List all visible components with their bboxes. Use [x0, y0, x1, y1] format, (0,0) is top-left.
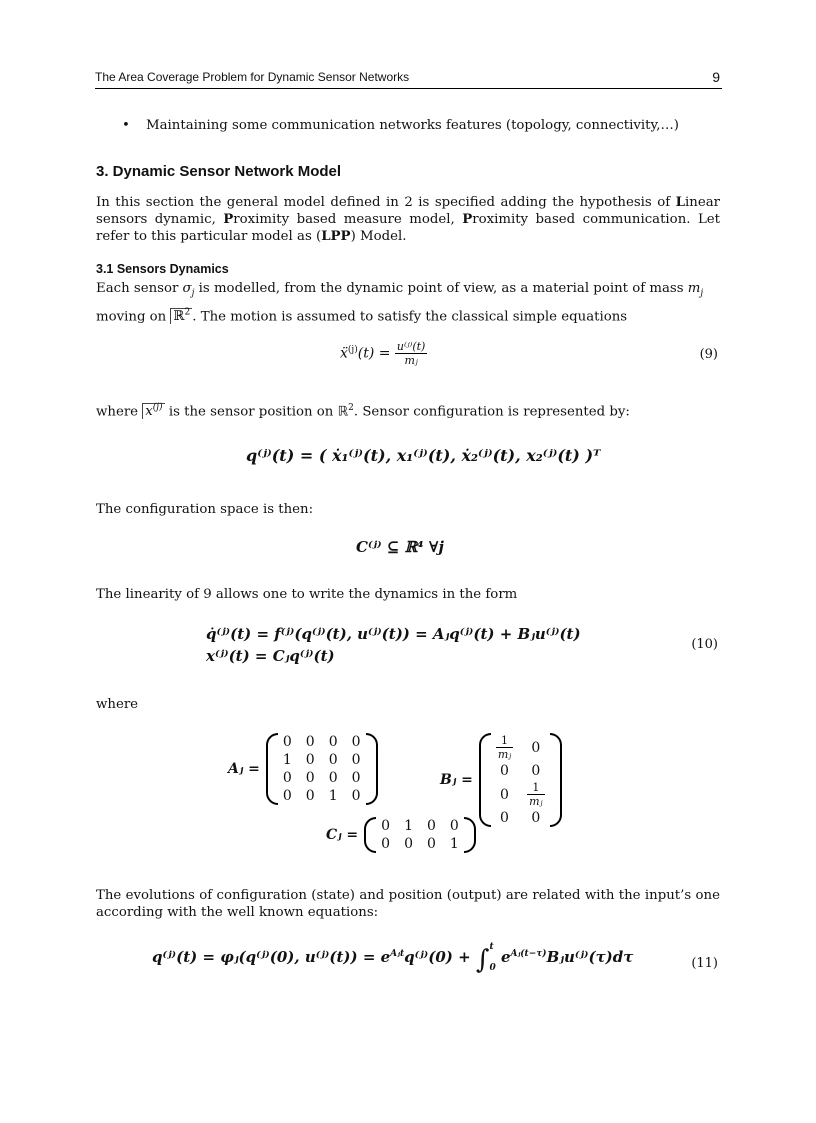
running-header	[95, 68, 722, 89]
matrix-b-cell: 0	[500, 786, 509, 803]
dyn-text-a: Each sensor	[96, 281, 183, 296]
matrix-a-cell: 0	[282, 788, 292, 804]
matrix-a-cell: 0	[351, 788, 361, 804]
subsection-title: 3.1 Sensors Dynamics	[96, 262, 229, 276]
dynamics-paragraph	[96, 279, 720, 326]
matrix-c-cell: 0	[426, 836, 436, 852]
mass-symbol: $m_j$	[687, 281, 704, 299]
matrix-c-cell: 0	[426, 818, 436, 834]
matrix-c-row	[374, 835, 466, 853]
intro-bold-lpp: LPP	[321, 229, 351, 244]
matrix-c-cell: 0	[449, 818, 459, 834]
equation-10-line-2: x⁽ʲ⁾(t) = Cⱼq⁽ʲ⁾(t)	[206, 647, 335, 665]
matrix-b	[479, 733, 562, 827]
equation-11: q⁽ʲ⁾(t) = φⱼ(q⁽ʲ⁾(0), u⁽ʲ⁾(t)) = $e^{Aⱼt}q^(ʲ^)(0)$ + ∫ t 0 $e^{Aⱼ(t-\tau)}Bⱼu^(ʲ^)(\tau)d\tau$	[152, 942, 634, 975]
matrix-b-cell: 0	[500, 763, 509, 779]
matrix-b-row	[489, 762, 552, 780]
matrix-a-cell: 0	[305, 770, 315, 786]
where-text-2: where	[96, 697, 139, 712]
matrix-a-cell: 0	[328, 770, 338, 786]
matrix-a-label: Aⱼ =	[228, 761, 260, 777]
matrix-c-cell: 0	[381, 836, 391, 852]
equation-10	[206, 623, 581, 667]
equation-10-label: (10)	[691, 637, 718, 652]
configuration-equation: q⁽ʲ⁾(t) = ( ẋ₁⁽ʲ⁾(t), x₁⁽ʲ⁾(t), ẋ₂⁽ʲ⁾(t), x₂⁽ʲ⁾(t) )ᵀ	[246, 446, 601, 465]
matrix-a-row	[276, 733, 368, 751]
where-paragraph-1: where $x^{(j)}$ is the sensor position on ℝ$^2$. Sensor configuration is represented by:	[96, 403, 630, 420]
intro-paragraph	[96, 194, 720, 245]
intro-text-3: roximity based measure model,	[233, 212, 463, 227]
section-title: 3. Dynamic Sensor Network Model	[96, 163, 342, 180]
matrix-c-cell: 0	[404, 836, 413, 852]
matrix-b-cell: 0	[500, 810, 509, 826]
matrix-b-cell: 0	[531, 763, 541, 779]
matrix-c-block	[326, 817, 476, 853]
intro-bold-p2: P	[462, 212, 473, 227]
matrix-b-cell: 0	[531, 810, 541, 826]
matrix-b-cell: $\frac{1}{\text{mⱼ}}$	[497, 734, 512, 761]
matrix-a-cell: 1	[282, 752, 292, 768]
intro-text-4: roximity based communication. Let refer to this particular model as (	[96, 212, 721, 244]
matrix-a-cell: 0	[328, 752, 338, 768]
evolution-paragraph: The evolutions of configuration (state) and position (output) are related with the input’s one according with the well known equations:	[96, 888, 720, 920]
dyn-text-c: moving on	[96, 309, 171, 325]
intro-text-2: inear sensors dynamic,	[96, 195, 720, 227]
equation-9-label: (9)	[699, 347, 718, 362]
dyn-text-b: is modelled, from the dynamic point of view, as a material point of mass	[194, 281, 688, 296]
bullet-item	[122, 118, 679, 133]
matrix-b-cell: 0	[531, 739, 541, 756]
config-space-text: The configuration space is then:	[96, 502, 314, 517]
intro-bold-p1: P	[223, 212, 234, 227]
matrix-a-cell: 0	[351, 734, 361, 750]
linearity-text: The linearity of 9 allows one to write the dynamics in the form	[96, 587, 518, 602]
r2-symbol: ℝ$^2$	[170, 308, 192, 324]
header-title: The Area Coverage Problem for Dynamic Sensor Networks	[95, 70, 410, 84]
sigma-symbol: $\sigma_j$	[182, 281, 195, 299]
intro-text-5: ) Model.	[350, 229, 407, 244]
equation-9: ẍ$^{(j)}$(t) = $\frac{\text{u⁽ʲ⁾(t)}}{\text{mⱼ}}$	[340, 340, 426, 367]
matrix-a-cell: 0	[351, 770, 361, 786]
matrix-a	[266, 733, 378, 805]
equation-10-line-1: q̇⁽ʲ⁾(t) = f⁽ʲ⁾(q⁽ʲ⁾(t), u⁽ʲ⁾(t)) = Aⱼq⁽ʲ⁾(t) + Bⱼu⁽ʲ⁾(t)	[206, 625, 581, 643]
matrix-c-row	[374, 817, 466, 835]
matrix-c	[364, 817, 476, 853]
equation-11-label: (11)	[691, 956, 718, 971]
matrix-a-cell: 0	[328, 734, 338, 750]
matrix-a-row	[276, 769, 368, 787]
bullet-text: Maintaining some communication networks features (topology, connectivity,…)	[146, 118, 679, 133]
matrix-b-label: Bⱼ =	[440, 772, 473, 788]
matrix-c-cell: 1	[449, 836, 459, 852]
intro-bold-l: L	[675, 195, 686, 210]
matrix-a-cell: 0	[282, 770, 292, 786]
matrix-c-cell: 1	[404, 818, 413, 834]
matrix-a-cell: 0	[282, 734, 292, 750]
matrix-b-cell: $\frac{1}{\text{mⱼ}}$	[529, 781, 543, 808]
page-number: 9	[712, 69, 720, 85]
matrix-a-cell: 0	[305, 788, 315, 804]
matrix-c-label: Cⱼ =	[326, 827, 359, 843]
config-space-equation: C⁽ʲ⁾ ⊆ ℝ⁴ ∀j	[356, 538, 444, 556]
matrix-a-block	[228, 733, 378, 805]
bullet-dot: •	[122, 118, 130, 133]
matrix-a-cell: 0	[305, 752, 315, 768]
matrix-a-row	[276, 787, 368, 805]
matrix-a-row	[276, 751, 368, 769]
matrix-a-cell: 0	[305, 734, 315, 750]
intro-text-1: In this section the general model defined in 2 is specified adding the hypothesis of	[96, 195, 676, 210]
matrix-b-row	[489, 809, 552, 827]
matrix-c-cell: 0	[381, 818, 391, 834]
matrix-b-block	[440, 733, 562, 827]
x-symbol: $x^{(j)}$	[142, 403, 164, 419]
matrix-b-row	[489, 780, 552, 809]
matrix-b-row	[489, 733, 552, 762]
matrix-a-cell: 1	[328, 788, 338, 804]
matrix-a-cell: 0	[351, 752, 361, 768]
dyn-text-d: . The motion is assumed to satisfy the classical simple equations	[192, 309, 628, 325]
